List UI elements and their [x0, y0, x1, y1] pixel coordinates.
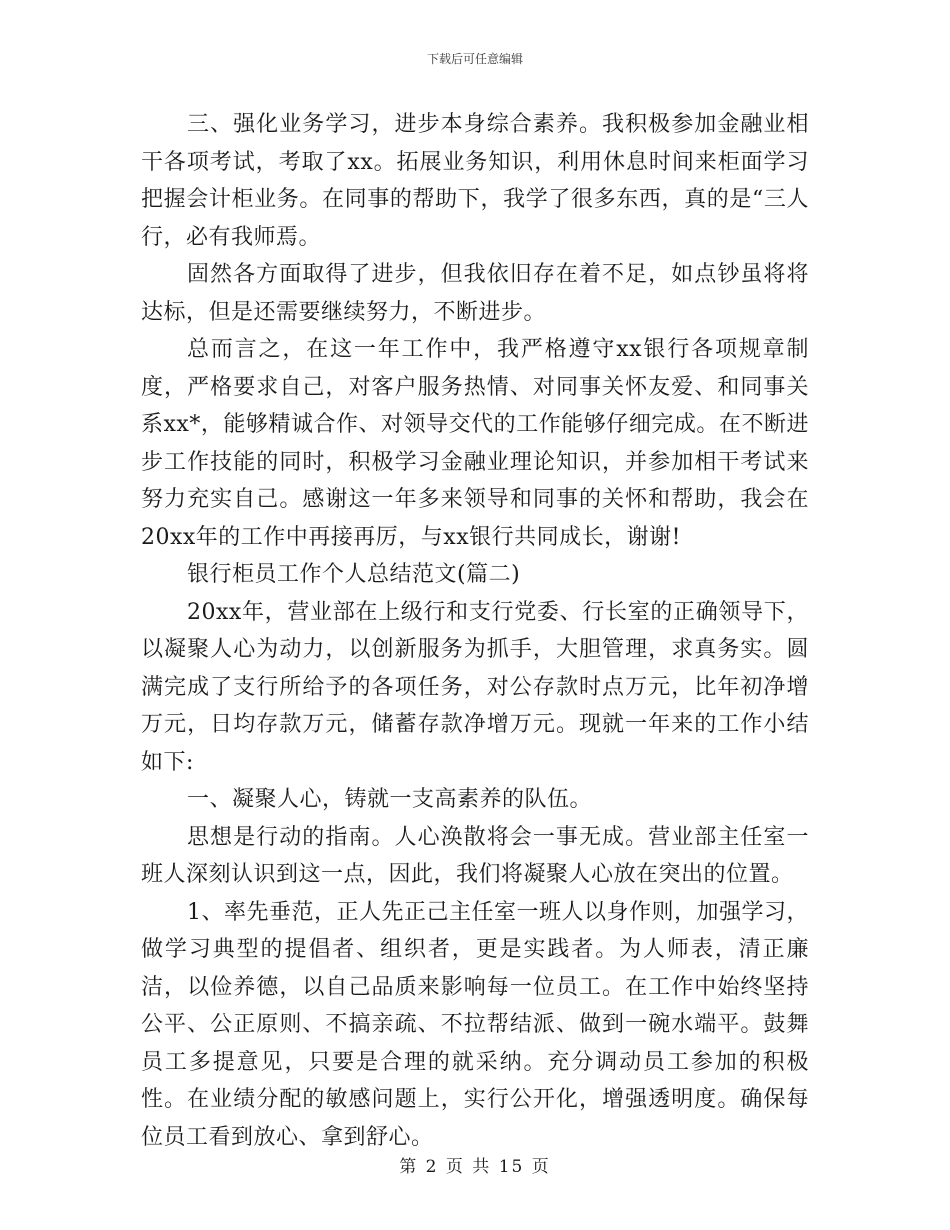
paragraph-2: 固然各方面取得了进步，但我依旧存在着不足，如点钞虽将将达标，但是还需要继续努力，不断进步。: [141, 262, 809, 325]
paragraph-5: 思想是行动的指南。人心涣散将会一事无成。营业部主任室一班人深刻认识到这一点，因此，我们将凝聚人心放在突出的位置。: [141, 824, 809, 887]
page-number: 第 2 页 共 15 页: [399, 1157, 551, 1177]
section-title: 银行柜员工作个人总结范文(篇二): [187, 562, 521, 587]
paragraph-6: 1、率先垂范，正人先正己主任室一班人以身作则，加强学习，做学习典型的提倡者、组织者，更是实践者。为人师表，清正廉洁，以俭养德，以自己品质来影响每一位员工。在工作中始终坚持公平、公正原则、不搞亲疏、不拉帮结派、做到一碗水端平。鼓舞员工多提意见，只要是合理的就采纳。充分调动员工参加的积极性。在业绩分配的敏感问题上，实行公开化，增强透明度。确保每位员工看到放心、拿到舒心。: [141, 899, 809, 1150]
paragraph-1: 三、强化业务学习，进步本身综合素养。我积极参加金融业相干各项考试，考取了xx。拓展业务知识，利用休息时间来柜面学习把握会计柜业务。在同事的帮助下，我学了很多东西，真的是“三人行，必有我师焉。: [141, 112, 809, 250]
paragraph-4: 20xx年，营业部在上级行和支行党委、行长室的正确领导下，以凝聚人心为动力，以创新服务为抓手，大胆管理，求真务实。圆满完成了支行所给予的各项任务，对公存款时点万元，比年初净增万元，日均存款万元，储蓄存款净增万元。现就一年来的工作小结如下:: [141, 599, 809, 775]
document-body: [141, 106, 809, 1156]
subheading-1: 一、凝聚人心，铸就一支高素养的队伍。: [187, 787, 593, 812]
page-header-note: 下载后可任意编辑: [426, 52, 523, 66]
paragraph-3: 总而言之，在这一年工作中，我严格遵守xx银行各项规章制度，严格要求自己，对客户服务热情、对同事关怀友爱、和同事关系xx*，能够精诚合作、对领导交代的工作能够仔细完成。在不断进步工作技能的同时，积极学习金融业理论知识，并参加相干考试来努力充实自己。感谢这一年多来领导和同事的关怀和帮助，我会在20xx年的工作中再接再厉，与xx银行共同成长，谢谢!: [141, 337, 809, 550]
